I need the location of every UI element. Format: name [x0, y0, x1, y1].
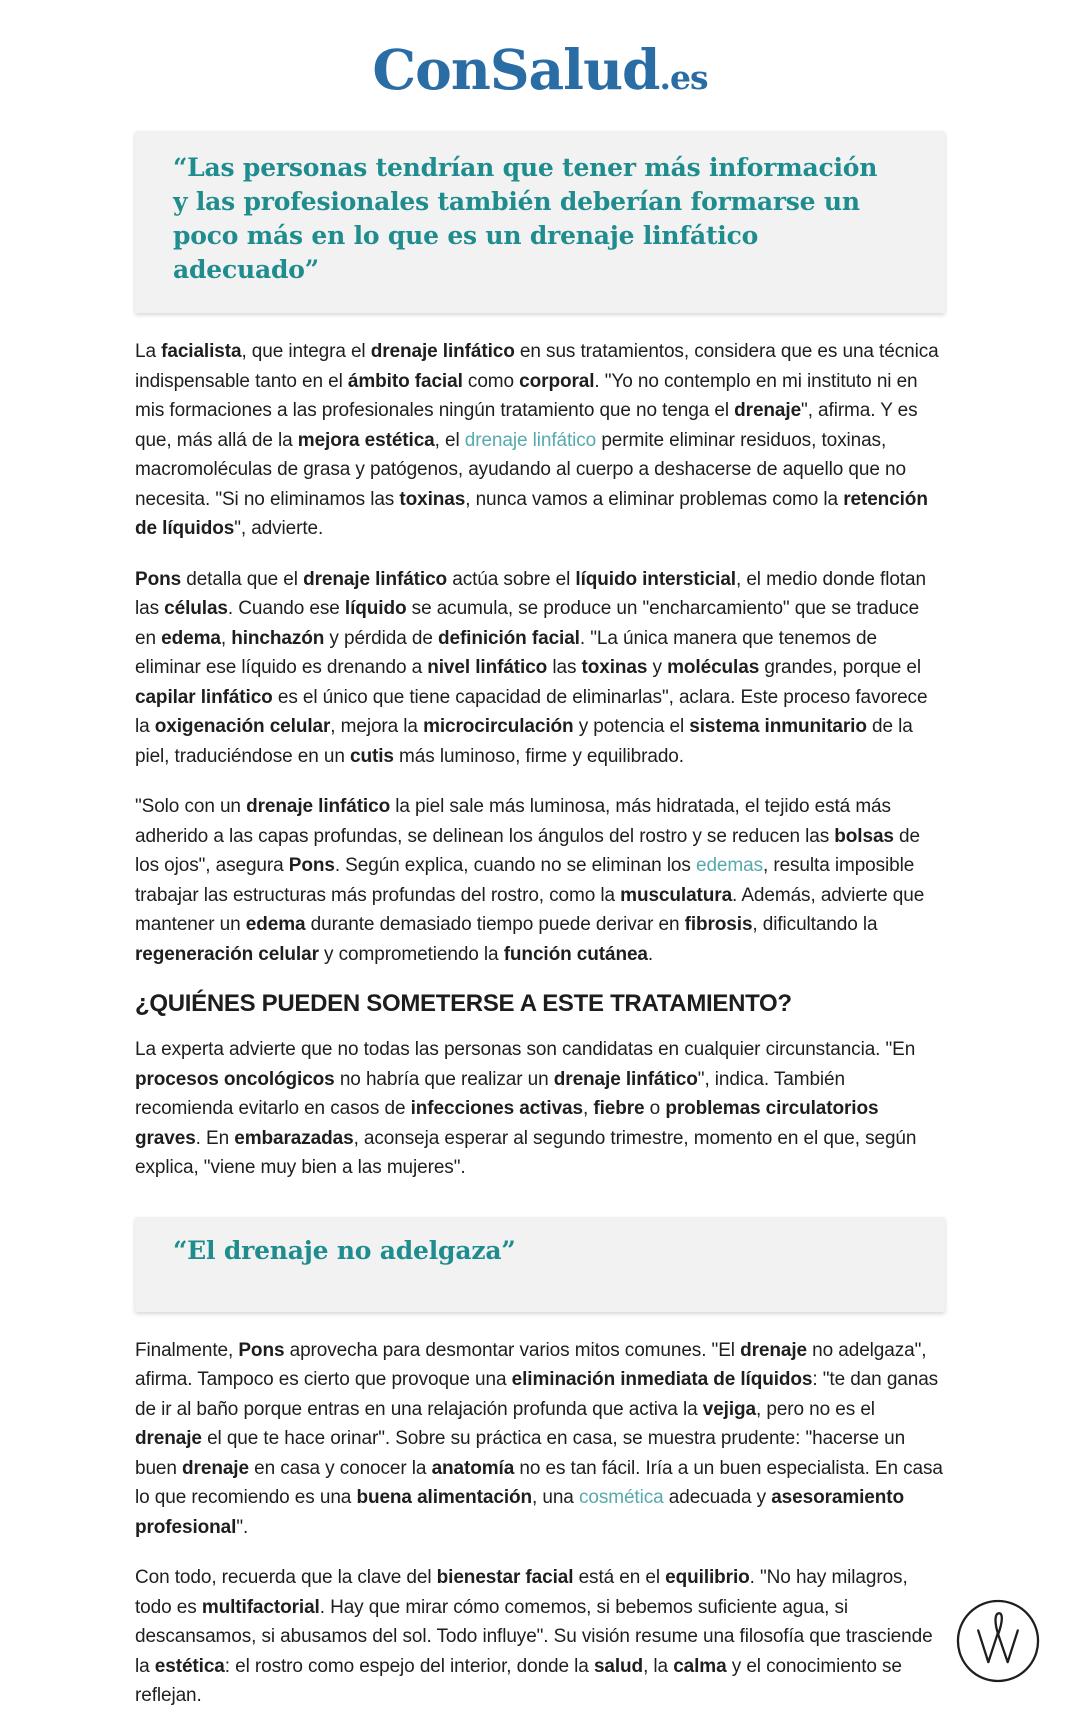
body-text: ". — [236, 1516, 249, 1538]
bold-text: facialista — [161, 341, 242, 362]
article-paragraph — [135, 1035, 945, 1183]
body-text: en sus tratamientos, considera que es una técnica indispensable tanto en el — [135, 341, 939, 392]
body-text: de la piel, traduciéndose en un — [135, 716, 913, 767]
bold-text: toxinas — [399, 488, 466, 510]
body-text: como — [462, 370, 520, 392]
bold-text: moléculas — [667, 657, 760, 678]
body-text: no es tan fácil. Iría a un buen especialista. En casa lo que recomiendo es una — [135, 1457, 943, 1508]
body-text: ", indica. También recomienda evitarlo en casos de — [135, 1068, 845, 1119]
bold-text: infecciones activas — [410, 1098, 583, 1119]
body-text: . Hay que mirar cómo comemos, si bebemos suficiente agua, si descansamos, si abusamos del sol. Todo influye". Su visión resume una filosofía que trasciende la — [135, 1596, 933, 1677]
w-ribbon-icon — [954, 1597, 1042, 1685]
article-paragraph — [135, 1563, 945, 1711]
bold-text: embarazadas — [234, 1127, 354, 1149]
body-text: las — [547, 657, 582, 678]
bold-text: retención de líquidos — [135, 488, 928, 539]
article-paragraph — [135, 565, 945, 772]
body-text: . "No hay milagros, todo es — [135, 1567, 908, 1618]
body-text: La experta advierte que no todas las personas son candidatas en cualquier circunstancia. "En — [135, 1039, 916, 1060]
article-content — [135, 131, 945, 1711]
article-body-section-2 — [135, 1035, 945, 1183]
inline-text-link[interactable]: drenaje linfático — [464, 429, 597, 451]
bold-text: edema — [161, 627, 221, 649]
pull-quote-1-text: “Las personas tendrían que tener más información y las profesionales también deberían formarse un poco más en lo que es un drenaje linfático adecuado” — [173, 153, 878, 284]
body-text: grandes, porque el — [759, 657, 921, 678]
body-text: no habría que realizar un — [334, 1068, 554, 1090]
site-header — [0, 0, 1080, 102]
pull-quote-2-text: “El drenaje no adelgaza” — [173, 1235, 516, 1265]
body-text: . — [647, 943, 654, 965]
body-text: actúa sobre el — [447, 568, 576, 590]
bold-text: drenaje linfático — [553, 1068, 698, 1090]
body-text: , pero no es el — [756, 1398, 875, 1420]
body-text: : "te dan ganas de ir al baño porque entras en una relajación profunda que activa la — [135, 1369, 939, 1420]
body-text: se acumula, se produce un "encharcamiento" que se traduce en — [135, 598, 920, 649]
bold-text: drenaje linfático — [303, 568, 448, 590]
body-text: . "Yo no contemplo en mi instituto ni en mis formaciones a las profesionales ningún tratamiento que no tenga el — [135, 370, 918, 421]
bold-text: líquido intersticial — [575, 568, 736, 590]
body-text: ", afirma. Y es que, más allá de la — [135, 400, 918, 451]
bold-text: bolsas — [834, 825, 894, 847]
bold-text: sistema inmunitario — [689, 716, 867, 737]
bold-text: cutis — [350, 745, 394, 767]
body-text: Finalmente, — [135, 1339, 239, 1361]
body-text: y potencia el — [573, 716, 690, 737]
bold-text: drenaje — [135, 1428, 202, 1449]
pull-quote-2 — [135, 1217, 945, 1312]
body-text: , dificultando la — [752, 914, 878, 935]
article-paragraph — [135, 337, 945, 544]
bold-text: asesoramiento profesional — [135, 1487, 905, 1538]
body-text: adecuada y — [663, 1487, 772, 1508]
body-text: ", advierte. — [234, 518, 324, 539]
bold-text: hinchazón — [231, 627, 325, 649]
section-heading: ¿QUIÉNES PUEDEN SOMETERSE A ESTE TRATAMIENTO? — [135, 990, 792, 1017]
bold-text: fibrosis — [684, 914, 753, 935]
bold-text: corporal — [519, 370, 595, 392]
article-paragraph — [135, 792, 945, 969]
body-text: es el único que tiene capacidad de eliminarlas", aclara. Este proceso favorece la — [135, 686, 928, 737]
w-monogram-logo — [954, 1597, 1042, 1685]
body-text: "Solo con un — [135, 796, 247, 817]
bold-text: regeneración celular — [135, 943, 319, 965]
body-text: . En — [195, 1127, 235, 1149]
body-text: la piel sale más luminosa, más hidratada, el tejido está más adherido a las capas profundas, se delinean los ángulos del rostro y se reducen las — [135, 796, 891, 847]
body-text: y — [647, 657, 668, 678]
pull-quote-1 — [135, 131, 945, 313]
body-text: . Cuando ese — [227, 598, 345, 619]
bold-text: microcirculación — [423, 716, 574, 737]
body-text: : el rostro como espejo del interior, donde la — [224, 1655, 594, 1677]
body-text: , aconseja esperar al segundo trimestre, momento en el que, según explica, "viene muy bien a las mujeres". — [135, 1127, 917, 1178]
bold-text: musculatura — [620, 884, 733, 906]
bold-text: equilibrio — [665, 1567, 750, 1588]
article-body-section-1 — [135, 337, 945, 969]
body-text: permite eliminar residuos, toxinas, macromoléculas de grasa y patógenos, ayudando al cuerpo a deshacerse de aquello que no necesita. "Si no eliminamos las — [135, 429, 906, 510]
body-text: detalla que el — [181, 568, 304, 590]
bold-text: drenaje linfático — [246, 796, 391, 817]
body-text: , el medio donde flotan las — [135, 568, 926, 619]
body-text: está en el — [573, 1567, 666, 1588]
bold-text: oxigenación celular — [154, 716, 331, 737]
bold-text: ámbito facial — [347, 370, 463, 392]
bold-text: drenaje — [734, 400, 802, 421]
body-text: más luminoso, firme y equilibrado. — [393, 745, 684, 767]
bold-text: toxinas — [581, 657, 648, 678]
body-text: de los ojos", asegura — [135, 825, 920, 876]
bold-text: fiebre — [593, 1098, 645, 1119]
bold-text: Pons — [135, 568, 182, 590]
body-text: y pérdida de — [324, 627, 438, 649]
bold-text: buena alimentación — [356, 1487, 533, 1508]
body-text: durante demasiado tiempo puede derivar en — [305, 914, 685, 935]
bold-text: drenaje — [182, 1457, 249, 1479]
body-text: , nunca vamos a eliminar problemas como la — [465, 488, 844, 510]
body-text: . "La única manera que tenemos de eliminar ese líquido es drenando a — [135, 627, 877, 678]
bold-text: edema — [245, 914, 306, 935]
body-text: y comprometiendo la — [318, 943, 504, 965]
bold-text: vejiga — [702, 1398, 756, 1420]
bold-text: definición facial — [437, 627, 580, 649]
body-text: . Además, advierte que mantener un — [135, 884, 925, 935]
body-text: y el conocimiento se reflejan. — [135, 1655, 902, 1706]
bold-text: anatomía — [431, 1457, 515, 1479]
bold-text: calma — [673, 1655, 727, 1677]
bold-text: mejora estética — [297, 429, 435, 451]
logo-brand-text: ConSalud — [372, 37, 660, 102]
body-text: Con todo, recuerda que la clave del — [135, 1567, 437, 1588]
logo-tld-text: .es — [659, 58, 708, 97]
body-text: no adelgaza", afirma. Tampoco es cierto que provoque una — [135, 1339, 927, 1390]
body-text: en casa y conocer la — [248, 1457, 432, 1479]
bold-text: drenaje linfático — [370, 341, 515, 362]
body-text: , una — [532, 1487, 579, 1508]
bold-text: función cutánea — [503, 943, 648, 965]
bold-text: procesos oncológicos — [135, 1068, 335, 1090]
body-text: , la — [643, 1655, 674, 1677]
bold-text: capilar linfático — [135, 686, 273, 708]
body-text: el que te hace orinar". Sobre su práctica en casa, se muestra prudente: "hacerse un buen — [135, 1428, 906, 1479]
bold-text: salud — [593, 1655, 644, 1677]
bold-text: células — [164, 598, 228, 619]
bold-text: bienestar facial — [436, 1567, 574, 1588]
inline-text-link[interactable]: cosmética — [578, 1487, 664, 1508]
bold-text: eliminación inmediata de líquidos — [511, 1369, 813, 1390]
body-text: , el — [434, 429, 465, 451]
body-text: , resulta imposible trabajar las estructuras más profundas del rostro, como la — [135, 855, 915, 906]
article-paragraph — [135, 1336, 945, 1543]
article-body-section-3 — [135, 1336, 945, 1711]
inline-text-link[interactable]: edemas — [695, 855, 763, 876]
body-text: , mejora la — [330, 716, 424, 737]
bold-text: nivel linfático — [427, 657, 548, 678]
body-text: , — [220, 627, 232, 649]
bold-text: Pons — [238, 1339, 285, 1361]
body-text: La — [135, 341, 162, 362]
bold-text: estética — [154, 1655, 225, 1677]
bold-text: Pons — [288, 855, 335, 876]
body-text: , — [582, 1098, 594, 1119]
bold-text: multifactorial — [201, 1596, 320, 1618]
body-text: aprovecha para desmontar varios mitos comunes. "El — [284, 1339, 741, 1361]
consalud-logo[interactable] — [372, 37, 708, 102]
body-text: . Según explica, cuando no se eliminan los — [334, 855, 696, 876]
bold-text: problemas circulatorios graves — [135, 1098, 879, 1149]
body-text: , que integra el — [241, 341, 371, 362]
body-text: o — [644, 1098, 666, 1119]
bold-text: líquido — [344, 598, 407, 619]
bold-text: drenaje — [740, 1339, 807, 1361]
